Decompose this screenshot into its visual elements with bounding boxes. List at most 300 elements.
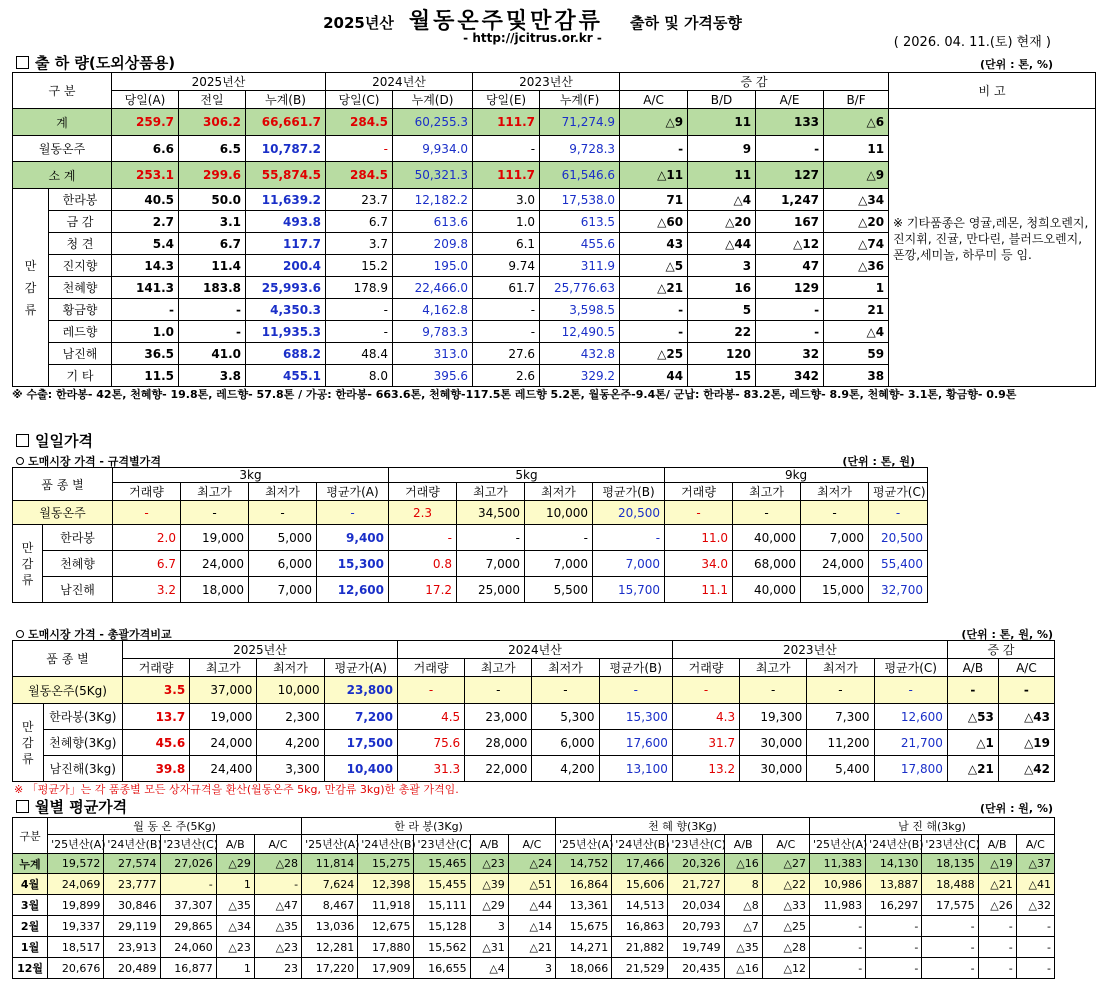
- value-cell: 178.9: [326, 277, 393, 299]
- section-daily-label: 일일가격: [35, 432, 93, 450]
- item-header: 품 종 별: [13, 468, 113, 501]
- row-label: 소 계: [13, 162, 112, 189]
- title-subtitle: 출하 및 가격동향: [630, 14, 742, 32]
- monthly-header-row: [13, 818, 1055, 835]
- month-label: 3월: [13, 895, 48, 916]
- row-label: 기 타: [49, 365, 112, 387]
- value-cell: 20,034: [668, 895, 724, 916]
- subheader-cell: '25년산(A): [556, 835, 612, 854]
- value-cell: 17,909: [358, 958, 414, 979]
- value-cell: 9.74: [473, 255, 540, 277]
- section-monthly-label: 월별 평균가격: [35, 798, 128, 816]
- value-cell: 15,128: [414, 916, 470, 937]
- value-cell: 20,793: [668, 916, 724, 937]
- value-cell: △25: [620, 343, 688, 365]
- value-cell: 11,918: [358, 895, 414, 916]
- value-cell: 8: [724, 874, 762, 895]
- value-cell: 18,135: [922, 854, 978, 874]
- value-cell: 23: [254, 958, 301, 979]
- value-cell: △21: [978, 874, 1016, 895]
- value-cell: △16: [724, 854, 762, 874]
- value-cell: 209.8: [393, 233, 473, 255]
- value-cell: 14,130: [866, 854, 922, 874]
- value-cell: △4: [824, 321, 889, 343]
- subheader-cell: 거래량: [672, 659, 739, 677]
- remark-header: 비 고: [889, 73, 1096, 109]
- subheader-cell: A/B: [470, 835, 508, 854]
- row-label: 천혜향: [43, 551, 113, 577]
- value-cell: -: [160, 874, 216, 895]
- daily-summary-row: [13, 756, 1055, 782]
- subheader-cell: B/D: [688, 91, 756, 109]
- subheader-cell: '23년산(C): [160, 835, 216, 854]
- subheader-cell: '24년산(B): [612, 835, 668, 854]
- value-cell: 13.2: [672, 756, 739, 782]
- value-cell: 14,271: [556, 937, 612, 958]
- value-cell: 17,500: [324, 730, 397, 756]
- subheader-cell: B/F: [824, 91, 889, 109]
- value-cell: 30,846: [104, 895, 160, 916]
- value-cell: -: [809, 937, 865, 958]
- value-cell: △35: [216, 895, 254, 916]
- section-monthly-title: [16, 796, 127, 817]
- value-cell: △26: [978, 895, 1016, 916]
- value-cell: 127: [756, 162, 824, 189]
- value-cell: 1.0: [473, 211, 540, 233]
- value-cell: 306.2: [179, 109, 246, 136]
- value-cell: -: [326, 299, 393, 321]
- value-cell: △74: [824, 233, 889, 255]
- value-cell: -: [740, 677, 807, 704]
- value-cell: 117.7: [246, 233, 326, 255]
- value-cell: 4,200: [257, 730, 324, 756]
- value-cell: -: [532, 677, 599, 704]
- value-cell: 2.0: [113, 525, 181, 551]
- value-cell: △34: [824, 189, 889, 211]
- value-cell: 16,877: [160, 958, 216, 979]
- value-cell: 1: [824, 277, 889, 299]
- value-cell: 23,777: [104, 874, 160, 895]
- row-label: 황금향: [49, 299, 112, 321]
- value-cell: 6.7: [326, 211, 393, 233]
- value-cell: 23,913: [104, 937, 160, 958]
- value-cell: 11.4: [179, 255, 246, 277]
- row-label: 레드향: [49, 321, 112, 343]
- value-cell: 21,700: [874, 730, 947, 756]
- size-header: 9kg: [665, 468, 928, 483]
- checkbox-square-icon: [16, 434, 29, 447]
- value-cell: △11: [620, 162, 688, 189]
- month-label: 12월: [13, 958, 48, 979]
- year-header: 2025년산: [112, 73, 326, 91]
- value-cell: △29: [470, 895, 508, 916]
- value-cell: 3.8: [179, 365, 246, 387]
- value-cell: -: [620, 321, 688, 343]
- subheader-cell: A/C: [998, 659, 1054, 677]
- value-cell: 6.7: [179, 233, 246, 255]
- subheader-cell: 평균가(C): [869, 483, 928, 501]
- value-cell: -: [1016, 916, 1054, 937]
- subheader-cell: A/C: [254, 835, 301, 854]
- value-cell: 7,000: [457, 551, 525, 577]
- daily-sub2-label: 도매시장 가격 - 총괄가격비교: [28, 628, 172, 641]
- col-group-header: 구 분: [13, 73, 112, 109]
- subheader-cell: 거래량: [389, 483, 457, 501]
- subheader-cell: 평균가(A): [317, 483, 389, 501]
- value-cell: 19,000: [181, 525, 249, 551]
- year-header: 2024년산: [326, 73, 473, 91]
- row-label: 남진해(3kg): [43, 756, 122, 782]
- value-cell: △7: [724, 916, 762, 937]
- value-cell: -: [869, 501, 928, 525]
- value-cell: 11,814: [302, 854, 358, 874]
- row-label: 청 견: [49, 233, 112, 255]
- row-label: 천혜향: [49, 277, 112, 299]
- value-cell: 11: [824, 136, 889, 162]
- value-cell: 29,119: [104, 916, 160, 937]
- value-cell: 47: [756, 255, 824, 277]
- value-cell: 15,455: [414, 874, 470, 895]
- group-header: 한 라 봉(3Kg): [302, 818, 556, 835]
- value-cell: 5: [688, 299, 756, 321]
- value-cell: 5.4: [112, 233, 179, 255]
- value-cell: 10,000: [525, 501, 593, 525]
- value-cell: 7,000: [593, 551, 665, 577]
- value-cell: 14.3: [112, 255, 179, 277]
- daily-note: ※ 「평균가」는 각 품종별 모든 상자규격을 환산(월동온주 5kg, 만감류 3kg)한 총괄 가격임.: [14, 783, 459, 796]
- value-cell: 14,752: [556, 854, 612, 874]
- row-label: 남진해: [49, 343, 112, 365]
- value-cell: 15,606: [612, 874, 668, 895]
- value-cell: △51: [508, 874, 555, 895]
- value-cell: 20,500: [869, 525, 928, 551]
- value-cell: 16,655: [414, 958, 470, 979]
- value-cell: 284.5: [326, 109, 393, 136]
- value-cell: △33: [762, 895, 809, 916]
- value-cell: 11: [688, 162, 756, 189]
- value-cell: 311.9: [540, 255, 620, 277]
- subheader-cell: 평균가(B): [599, 659, 672, 677]
- value-cell: 61,546.6: [540, 162, 620, 189]
- value-cell: -: [665, 501, 733, 525]
- value-cell: -: [1016, 937, 1054, 958]
- daily-size-row: [13, 501, 928, 525]
- value-cell: 17,800: [874, 756, 947, 782]
- daily-size-row: [13, 577, 928, 603]
- month-label: 4월: [13, 874, 48, 895]
- year-header: 2023년산: [672, 641, 947, 659]
- subheader-cell: '23년산(C): [922, 835, 978, 854]
- value-cell: -: [112, 299, 179, 321]
- value-cell: 7,200: [324, 704, 397, 730]
- subheader-cell: A/B: [978, 835, 1016, 854]
- value-cell: -: [866, 937, 922, 958]
- subheader-cell: '25년산(A): [302, 835, 358, 854]
- value-cell: △53: [947, 704, 998, 730]
- value-cell: 32: [756, 343, 824, 365]
- value-cell: 9,728.3: [540, 136, 620, 162]
- value-cell: 15,562: [414, 937, 470, 958]
- subheader-cell: 평균가(C): [874, 659, 947, 677]
- value-cell: 71: [620, 189, 688, 211]
- value-cell: 50.0: [179, 189, 246, 211]
- value-cell: 18,066: [556, 958, 612, 979]
- value-cell: 253.1: [112, 162, 179, 189]
- value-cell: 1,247: [756, 189, 824, 211]
- value-cell: △21: [620, 277, 688, 299]
- value-cell: 24,060: [160, 937, 216, 958]
- value-cell: 6.1: [473, 233, 540, 255]
- value-cell: 13,361: [556, 895, 612, 916]
- value-cell: 5,000: [249, 525, 317, 551]
- value-cell: 195.0: [393, 255, 473, 277]
- value-cell: 41.0: [179, 343, 246, 365]
- value-cell: 20,435: [668, 958, 724, 979]
- value-cell: △19: [978, 854, 1016, 874]
- daily-summary-row: [13, 677, 1055, 704]
- value-cell: △47: [254, 895, 301, 916]
- value-cell: 15,700: [593, 577, 665, 603]
- checkbox-square-icon: [16, 800, 29, 813]
- change-header: 증 감: [947, 641, 1054, 659]
- value-cell: 16: [688, 277, 756, 299]
- value-cell: 15,300: [599, 704, 672, 730]
- value-cell: 313.0: [393, 343, 473, 365]
- month-col-header: 구분: [13, 818, 48, 854]
- daily-size-header-row: [13, 468, 928, 483]
- value-cell: △21: [947, 756, 998, 782]
- row-label: 남진해: [43, 577, 113, 603]
- value-cell: 10,986: [809, 874, 865, 895]
- group-header: 월 동 온 주(5Kg): [48, 818, 302, 835]
- monthly-subheader-row: [13, 835, 1055, 854]
- value-cell: 27,574: [104, 854, 160, 874]
- value-cell: 55,400: [869, 551, 928, 577]
- value-cell: △4: [470, 958, 508, 979]
- value-cell: 3.7: [326, 233, 393, 255]
- section-shipment-title: [16, 52, 175, 73]
- value-cell: 342: [756, 365, 824, 387]
- value-cell: 23,800: [324, 677, 397, 704]
- monthly-row: [13, 874, 1055, 895]
- row-label: 천혜향(3Kg): [43, 730, 122, 756]
- value-cell: △32: [1016, 895, 1054, 916]
- value-cell: 15,000: [801, 577, 869, 603]
- value-cell: 329.2: [540, 365, 620, 387]
- month-label: 누계: [13, 854, 48, 874]
- subheader-cell: 최고가: [465, 659, 532, 677]
- value-cell: 5,400: [807, 756, 874, 782]
- value-cell: △28: [762, 937, 809, 958]
- value-cell: -: [756, 299, 824, 321]
- subheader-cell: '24년산(B): [358, 835, 414, 854]
- value-cell: -: [998, 677, 1054, 704]
- year-header: 2023년산: [473, 73, 620, 91]
- value-cell: 4.3: [672, 704, 739, 730]
- row-label: 계: [13, 109, 112, 136]
- value-cell: -: [620, 136, 688, 162]
- value-cell: 24,000: [181, 551, 249, 577]
- row-label: 월동온주(5Kg): [13, 677, 123, 704]
- value-cell: 30,000: [740, 730, 807, 756]
- subheader-cell: 누계(F): [540, 91, 620, 109]
- value-cell: 19,749: [668, 937, 724, 958]
- value-cell: △19: [998, 730, 1054, 756]
- value-cell: 40,000: [733, 577, 801, 603]
- value-cell: △60: [620, 211, 688, 233]
- value-cell: -: [179, 321, 246, 343]
- value-cell: 32,700: [869, 577, 928, 603]
- value-cell: 25,776.63: [540, 277, 620, 299]
- value-cell: -: [672, 677, 739, 704]
- value-cell: 9,400: [317, 525, 389, 551]
- monthly-row: [13, 937, 1055, 958]
- value-cell: 284.5: [326, 162, 393, 189]
- site-url: - http://jcitrus.or.kr -: [463, 31, 602, 45]
- value-cell: 20,489: [104, 958, 160, 979]
- section-shipment-label: 출 하 량(도외상품용): [35, 54, 176, 72]
- value-cell: △39: [470, 874, 508, 895]
- value-cell: 19,300: [740, 704, 807, 730]
- subheader-cell: 최저가: [257, 659, 324, 677]
- value-cell: 1: [216, 874, 254, 895]
- shipment-unit: (단위 : 톤, %): [979, 58, 1053, 71]
- value-cell: 22: [688, 321, 756, 343]
- value-cell: -: [473, 299, 540, 321]
- checkbox-square-icon: [16, 56, 29, 69]
- daily-size-row: [13, 525, 928, 551]
- value-cell: 22,466.0: [393, 277, 473, 299]
- row-label: 한라봉(3Kg): [43, 704, 122, 730]
- subheader-cell: 최저가: [249, 483, 317, 501]
- value-cell: -: [756, 136, 824, 162]
- value-cell: 12,182.2: [393, 189, 473, 211]
- value-cell: -: [249, 501, 317, 525]
- value-cell: 3: [508, 958, 555, 979]
- monthly-row: [13, 854, 1055, 874]
- value-cell: 11: [688, 109, 756, 136]
- item-header: 품 종 별: [13, 641, 123, 677]
- value-cell: -: [397, 677, 464, 704]
- value-cell: 59: [824, 343, 889, 365]
- subheader-cell: '25년산(A): [809, 835, 865, 854]
- subheader-cell: A/C: [508, 835, 555, 854]
- value-cell: 4.5: [397, 704, 464, 730]
- value-cell: △5: [620, 255, 688, 277]
- value-cell: △8: [724, 895, 762, 916]
- value-cell: 10,400: [324, 756, 397, 782]
- value-cell: 12,281: [302, 937, 358, 958]
- value-cell: -: [801, 501, 869, 525]
- value-cell: 5,500: [525, 577, 593, 603]
- value-cell: 15.2: [326, 255, 393, 277]
- group-label: 만 감 류: [13, 704, 44, 782]
- value-cell: -: [922, 916, 978, 937]
- value-cell: △6: [824, 109, 889, 136]
- value-cell: 45.6: [122, 730, 189, 756]
- value-cell: 40,000: [733, 525, 801, 551]
- value-cell: -: [874, 677, 947, 704]
- value-cell: 21,529: [612, 958, 668, 979]
- value-cell: 30,000: [740, 756, 807, 782]
- value-cell: △9: [620, 109, 688, 136]
- value-cell: 13,887: [866, 874, 922, 895]
- value-cell: -: [254, 874, 301, 895]
- value-cell: 44: [620, 365, 688, 387]
- month-label: 1월: [13, 937, 48, 958]
- subheader-cell: A/E: [756, 91, 824, 109]
- value-cell: 3.5: [122, 677, 189, 704]
- value-cell: 8.0: [326, 365, 393, 387]
- value-cell: 25,993.6: [246, 277, 326, 299]
- value-cell: -: [922, 958, 978, 979]
- value-cell: △9: [824, 162, 889, 189]
- value-cell: 17,600: [599, 730, 672, 756]
- subheader-cell: '23년산(C): [414, 835, 470, 854]
- value-cell: 200.4: [246, 255, 326, 277]
- year-header: 2024년산: [397, 641, 672, 659]
- value-cell: 120: [688, 343, 756, 365]
- subheader-cell: A/C: [1016, 835, 1054, 854]
- value-cell: 3.2: [113, 577, 181, 603]
- value-cell: 19,000: [190, 704, 257, 730]
- title-year: 2025년산: [323, 14, 394, 32]
- value-cell: △44: [688, 233, 756, 255]
- subheader-cell: 최고가: [181, 483, 249, 501]
- subheader-cell: 누계(D): [393, 91, 473, 109]
- value-cell: 19,337: [48, 916, 104, 937]
- row-label: 금 감: [49, 211, 112, 233]
- value-cell: 40.5: [112, 189, 179, 211]
- monthly-row: [13, 958, 1055, 979]
- value-cell: -: [978, 916, 1016, 937]
- value-cell: -: [978, 958, 1016, 979]
- value-cell: 75.6: [397, 730, 464, 756]
- value-cell: 24,000: [801, 551, 869, 577]
- value-cell: 9,934.0: [393, 136, 473, 162]
- value-cell: 37,000: [190, 677, 257, 704]
- value-cell: 10,787.2: [246, 136, 326, 162]
- value-cell: 19,899: [48, 895, 104, 916]
- value-cell: 6,000: [532, 730, 599, 756]
- value-cell: 68,000: [733, 551, 801, 577]
- value-cell: 24,000: [190, 730, 257, 756]
- value-cell: 22,000: [465, 756, 532, 782]
- daily-summary-subheader-row: [13, 659, 1055, 677]
- value-cell: 12,490.5: [540, 321, 620, 343]
- daily-sub1-label: 도매시장 가격 - 규격별가격: [28, 455, 161, 468]
- daily-size-subheader-row: [13, 483, 928, 501]
- value-cell: 19,572: [48, 854, 104, 874]
- month-label: 2월: [13, 916, 48, 937]
- value-cell: 2.3: [389, 501, 457, 525]
- value-cell: -: [866, 958, 922, 979]
- value-cell: 38: [824, 365, 889, 387]
- subheader-cell: A/C: [620, 91, 688, 109]
- daily-unit2: (단위 : 톤, 원, %): [961, 628, 1053, 641]
- value-cell: △29: [216, 854, 254, 874]
- value-cell: △20: [824, 211, 889, 233]
- value-cell: -: [599, 677, 672, 704]
- value-cell: 1: [216, 958, 254, 979]
- subheader-cell: 평균가(B): [593, 483, 665, 501]
- value-cell: 24,069: [48, 874, 104, 895]
- value-cell: -: [525, 525, 593, 551]
- value-cell: 16,297: [866, 895, 922, 916]
- subheader-cell: A/B: [947, 659, 998, 677]
- value-cell: 111.7: [473, 109, 540, 136]
- value-cell: -: [389, 525, 457, 551]
